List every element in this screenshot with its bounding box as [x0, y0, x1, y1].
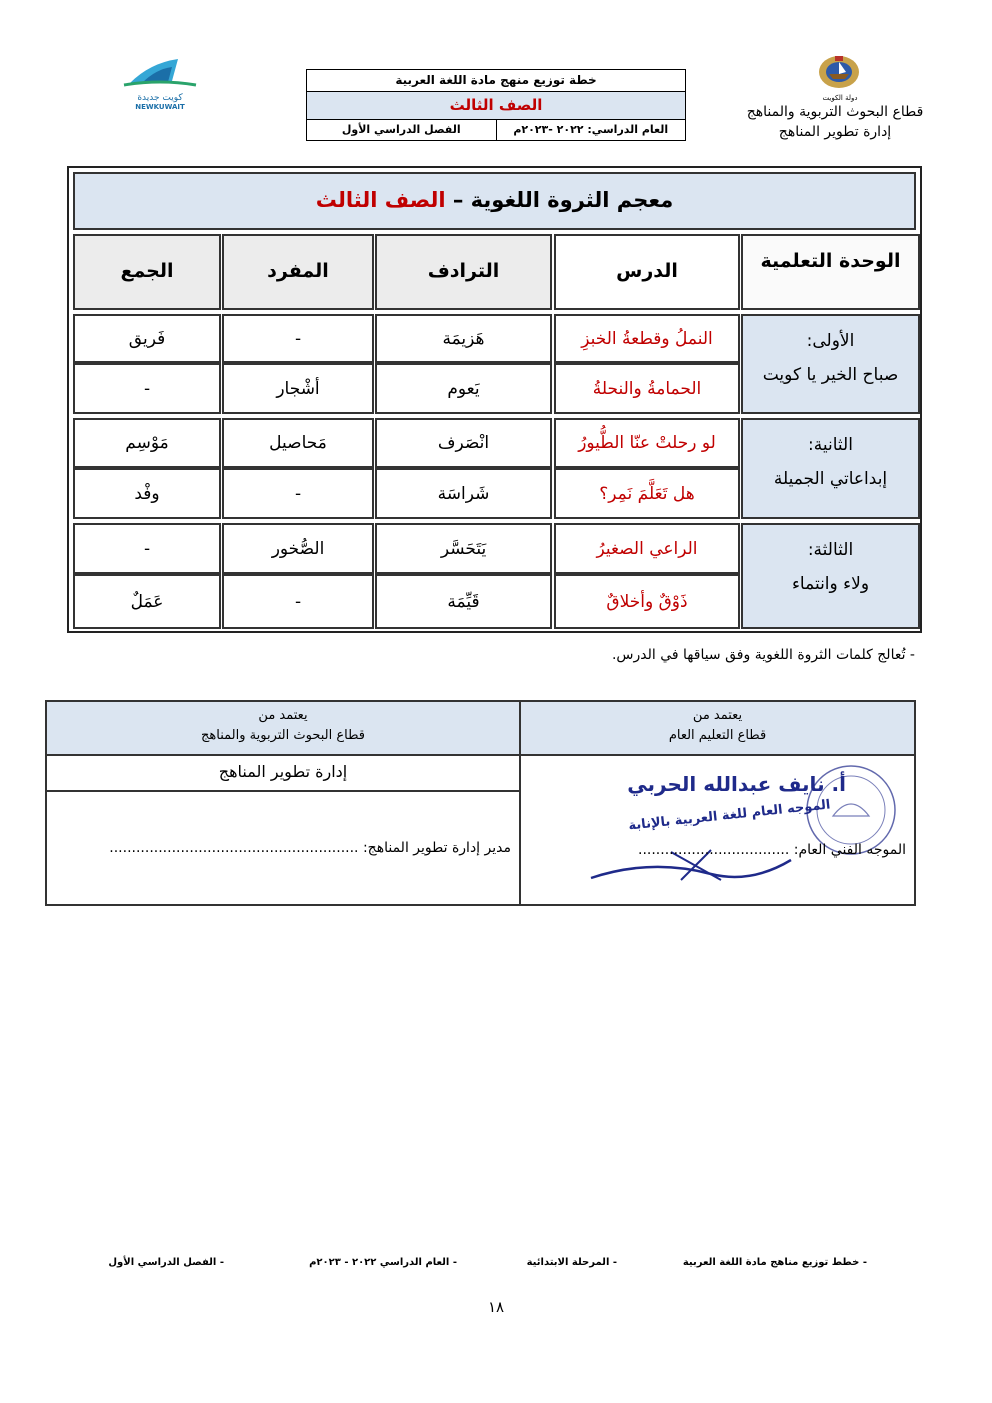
stamp-name: أ. نايف عبدالله الحربي	[627, 772, 846, 796]
emblem-caption: دولة الكويت	[822, 94, 858, 102]
plural-cell: -	[73, 363, 221, 414]
brand-arabic: كويت جديدة	[137, 93, 183, 103]
lesson-cell: ذَوْقٌ وأخلاقٌ	[554, 574, 740, 629]
header-plural: الجمع	[73, 234, 221, 310]
synonym-cell: انْصَرف	[375, 418, 552, 468]
lesson-cell: لو رحلتْ عنّا الطُّيورُ	[554, 418, 740, 468]
org-sector: قطاع البحوث التربوية والمناهج	[746, 104, 924, 120]
plural-cell: -	[73, 523, 221, 574]
singular-cell: -	[222, 574, 374, 629]
singular-cell: -	[222, 314, 374, 363]
synonym-cell: شَراسَة	[375, 468, 552, 519]
plural-cell: عَمَلٌ	[73, 574, 221, 629]
approval-right-head	[521, 702, 914, 756]
brand-latin: NEWKUWAIT	[135, 103, 185, 111]
synonym-cell: قَيِّمَة	[375, 574, 552, 629]
approval-left-head-line2: قطاع البحوث التربوية والمناهج	[201, 728, 365, 743]
new-kuwait-sail-icon	[120, 55, 200, 89]
unit-2-name: إبداعاتي الجميلة	[773, 469, 888, 489]
unit-1-label: الأولى:	[806, 331, 855, 351]
lesson-cell: هل تَعَلَّمَ نَمِر؟	[554, 468, 740, 519]
approval-general-education	[521, 702, 914, 904]
lesson-cell: الحمامةُ والنحلةُ	[554, 363, 740, 414]
unit-2-label: الثانية:	[808, 435, 853, 455]
lesson-cell: النملُ وقطعةُ الخبزِ	[554, 314, 740, 363]
plural-cell: فَريق	[73, 314, 221, 363]
curriculum-director-dots: ........................................................	[109, 840, 359, 856]
synonym-cell: هَزيمَة	[375, 314, 552, 363]
unit-3-name: ولاء وانتماء	[791, 574, 870, 594]
footer-semester: - الفصل الدراسي الأول	[108, 1257, 224, 1268]
new-kuwait-logo	[120, 55, 200, 111]
footer-plan: - خطط توزيع مناهج مادة اللغة العربية	[682, 1257, 867, 1268]
footer-year: - العام الدراسي ٢٠٢٢ - ٢٠٢٣م	[309, 1257, 457, 1268]
header-singular: المفرد	[222, 234, 374, 310]
plan-meta	[307, 120, 685, 140]
general-supervisor-label: الموجه الفني العام:	[793, 842, 906, 858]
plan-title: خطة توزيع منهج مادة اللغة العربية	[307, 70, 685, 92]
approval-right-head-line2: قطاع التعليم العام	[668, 728, 767, 743]
header-synonym: الترادف	[375, 234, 552, 310]
unit-1-name: صباح الخير يا كويت	[762, 365, 899, 385]
footer-stage: - المرحلة الابتدائية	[526, 1257, 617, 1268]
approval-left-head	[47, 702, 519, 756]
lexicon-table	[67, 166, 922, 633]
singular-cell: مَحاصيل	[222, 418, 374, 468]
approvals-box	[45, 700, 916, 906]
table-title-grade: الصف الثالث	[315, 188, 446, 212]
table-note: - تُعالج كلمات الثروة اللغوية وفق سياقها في الدرس.	[611, 647, 915, 663]
plan-semester: الفصل الدراسي الأول	[307, 120, 497, 140]
unit-3-cell	[741, 523, 920, 629]
singular-cell: الصُّخور	[222, 523, 374, 574]
unit-1-cell	[741, 314, 920, 414]
approval-right-head-line1: يعتمد من	[692, 708, 743, 723]
plan-box	[306, 69, 686, 141]
stamp-title: الموجه العام للغة العربية بالإنابة	[627, 797, 832, 834]
singular-cell: -	[222, 468, 374, 519]
approval-curriculum-sector	[47, 702, 521, 904]
org-department: إدارة تطوير المناهج	[778, 124, 892, 140]
approval-left-sub: إدارة تطوير المناهج	[47, 756, 519, 792]
plural-cell: وفْد	[73, 468, 221, 519]
plan-year: العام الدراسي: ٢٠٢٢ -٢٠٢٣م	[513, 123, 669, 136]
org-header	[720, 52, 950, 142]
header-lesson: الدرس	[554, 234, 740, 310]
official-stamp	[561, 762, 916, 887]
general-supervisor-dots: ..................................	[638, 842, 790, 858]
table-title-main: معجم الثروة اللغوية –	[452, 188, 674, 212]
synonym-cell: يَتَحَسَّر	[375, 523, 552, 574]
curriculum-director-sign	[109, 840, 511, 856]
page-number: ١٨	[487, 1298, 505, 1316]
plural-cell: مَوْسِم	[73, 418, 221, 468]
synonym-cell: يَعوم	[375, 363, 552, 414]
header-unit: الوحدة التعلمية	[741, 234, 920, 310]
unit-2-cell	[741, 418, 920, 519]
lesson-cell: الراعي الصغيرُ	[554, 523, 740, 574]
plan-grade: الصف الثالث	[307, 92, 685, 120]
unit-3-label: الثالثة:	[807, 540, 854, 560]
curriculum-director-label: مدير إدارة تطوير المناهج:	[362, 840, 511, 856]
approval-left-head-line1: يعتمد من	[258, 708, 308, 723]
general-supervisor-sign	[638, 842, 906, 858]
singular-cell: أشْجار	[222, 363, 374, 414]
table-title	[73, 172, 916, 230]
